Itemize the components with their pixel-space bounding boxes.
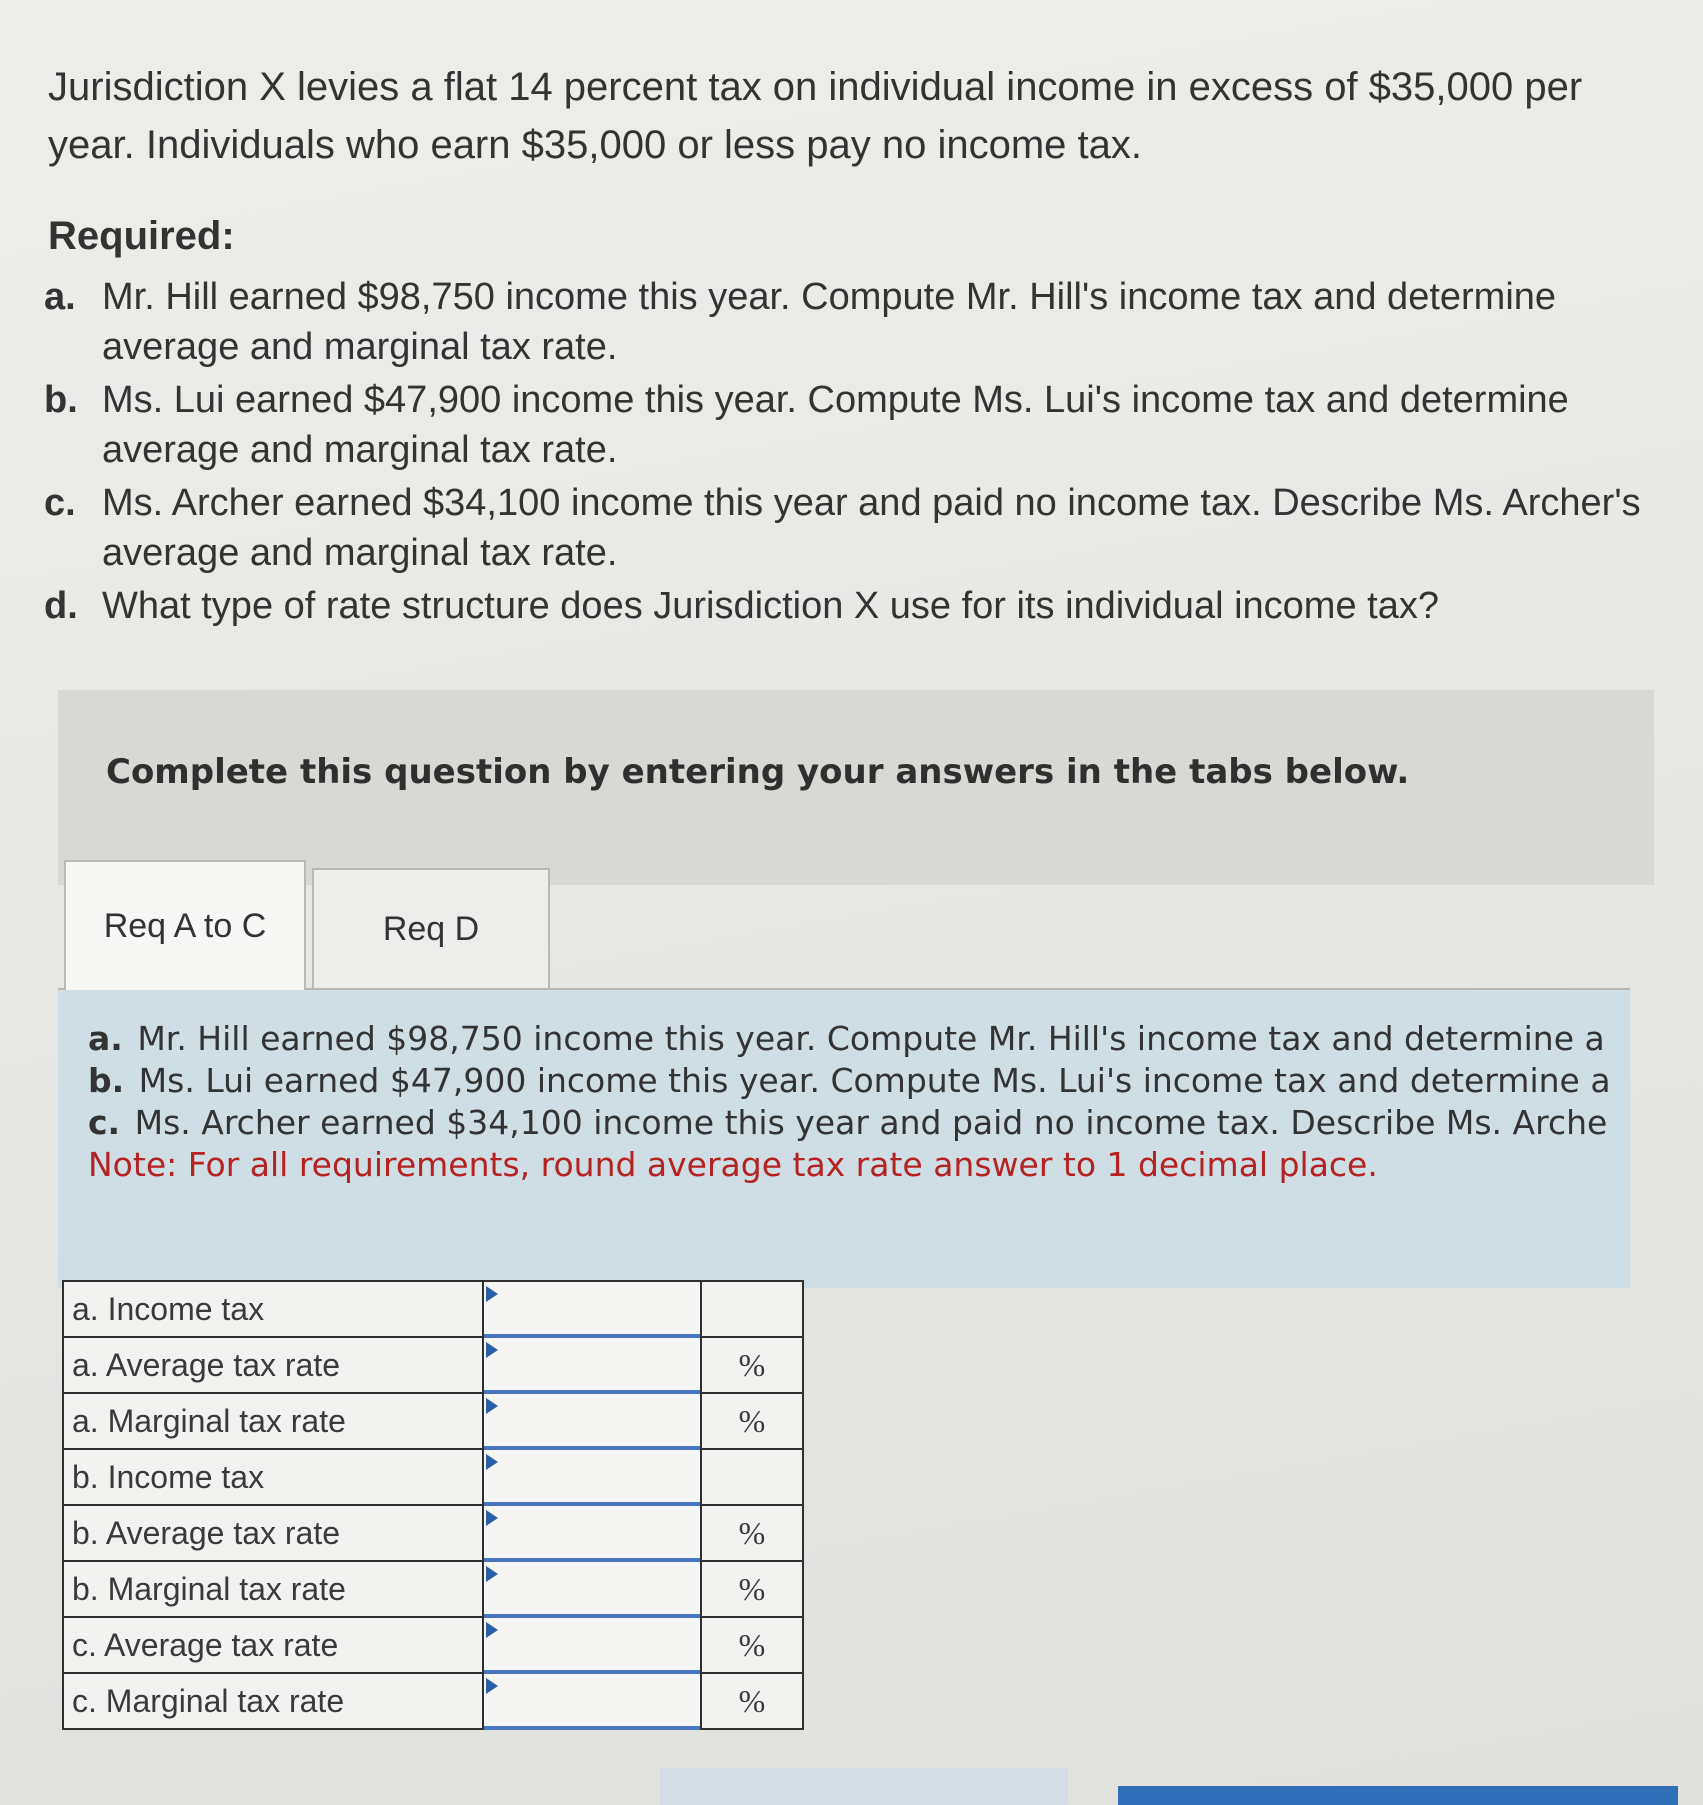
- unit-label: %: [701, 1505, 803, 1561]
- table-row: [63, 1449, 803, 1505]
- answer-rows: [63, 1281, 803, 1729]
- unit-label: [701, 1449, 803, 1505]
- requirement-text: Ms. Archer earned $34,100 income this year and paid no income tax. Describe Ms. Archer's average and marginal tax rate.: [102, 482, 1641, 574]
- input-marker-icon: [486, 1510, 498, 1526]
- answer-cell: [483, 1561, 701, 1617]
- banner-text: Complete this question by entering your answers in the tabs below.: [106, 752, 1410, 792]
- input-marker-icon: [486, 1678, 498, 1694]
- table-row: [63, 1505, 803, 1561]
- row-label: c. Average tax rate: [63, 1617, 483, 1673]
- answer-cell: [483, 1673, 701, 1729]
- answer-input[interactable]: [484, 1675, 700, 1727]
- footer-button-prev[interactable]: [660, 1768, 1068, 1805]
- input-marker-icon: [486, 1342, 498, 1358]
- answer-input[interactable]: [484, 1619, 700, 1671]
- question-line-b: [88, 1060, 1611, 1102]
- answer-table: [62, 1280, 804, 1730]
- question-text: Mr. Hill earned $98,750 income this year. Compute Mr. Hill's income tax and determine a: [137, 1019, 1605, 1058]
- requirement-a: [44, 272, 1644, 372]
- answer-cell: [483, 1505, 701, 1561]
- unit-label: %: [701, 1673, 803, 1729]
- row-label: b. Income tax: [63, 1449, 483, 1505]
- input-marker-icon: [486, 1566, 498, 1582]
- answer-input[interactable]: [484, 1395, 700, 1447]
- row-label: a. Marginal tax rate: [63, 1393, 483, 1449]
- required-heading: Required:: [48, 214, 235, 258]
- requirement-letter: b.: [44, 379, 78, 421]
- input-marker-icon: [486, 1454, 498, 1470]
- tab-req-a-to-c[interactable]: Req A to C: [64, 860, 306, 990]
- requirement-text: Mr. Hill earned $98,750 income this year. Compute Mr. Hill's income tax and determine average and marginal tax rate.: [102, 276, 1557, 368]
- answer-input[interactable]: [484, 1451, 700, 1503]
- question-line-c: [88, 1102, 1611, 1144]
- question-letter: a.: [88, 1019, 123, 1058]
- table-row: [63, 1561, 803, 1617]
- input-marker-icon: [486, 1398, 498, 1414]
- question-letter: c.: [88, 1103, 121, 1142]
- requirement-letter: d.: [44, 585, 78, 627]
- requirement-text: What type of rate structure does Jurisdiction X use for its individual income tax?: [102, 585, 1439, 627]
- answer-cell: [483, 1281, 701, 1337]
- requirement-c: [44, 478, 1644, 578]
- question-panel: [58, 988, 1630, 1288]
- question-lines: [88, 1018, 1611, 1186]
- row-label: c. Marginal tax rate: [63, 1673, 483, 1729]
- input-marker-icon: [486, 1622, 498, 1638]
- answer-cell: [483, 1393, 701, 1449]
- answer-cell: [483, 1449, 701, 1505]
- row-label: a. Average tax rate: [63, 1337, 483, 1393]
- footer-button-next[interactable]: [1118, 1786, 1678, 1805]
- row-label: b. Marginal tax rate: [63, 1561, 483, 1617]
- requirement-letter: a.: [44, 276, 76, 318]
- rounding-note: Note: For all requirements, round average tax rate answer to 1 decimal place.: [88, 1145, 1378, 1184]
- unit-label: %: [701, 1617, 803, 1673]
- table-row: [63, 1337, 803, 1393]
- problem-intro: Jurisdiction X levies a flat 14 percent tax on individual income in excess of $35,000 per year. Individuals who earn $35,000 or less pay no income tax.: [48, 65, 1583, 167]
- instruction-banner: [58, 690, 1654, 885]
- requirement-b: [44, 375, 1644, 475]
- table-row: [63, 1673, 803, 1729]
- table-row: [63, 1617, 803, 1673]
- requirement-d: [44, 581, 1644, 631]
- requirement-letter: c.: [44, 482, 76, 524]
- unit-label: %: [701, 1561, 803, 1617]
- unit-label: %: [701, 1393, 803, 1449]
- answer-input[interactable]: [484, 1283, 700, 1335]
- answer-input[interactable]: [484, 1507, 700, 1559]
- row-label: b. Average tax rate: [63, 1505, 483, 1561]
- question-line-a: [88, 1018, 1611, 1060]
- answer-cell: [483, 1337, 701, 1393]
- unit-label: %: [701, 1337, 803, 1393]
- table-row: [63, 1281, 803, 1337]
- question-letter: b.: [88, 1061, 125, 1100]
- unit-label: [701, 1281, 803, 1337]
- answer-cell: [483, 1617, 701, 1673]
- tab-req-d[interactable]: Req D: [312, 868, 550, 990]
- answer-input[interactable]: [484, 1339, 700, 1391]
- input-marker-icon: [486, 1286, 498, 1302]
- table-row: [63, 1393, 803, 1449]
- answer-input[interactable]: [484, 1563, 700, 1615]
- row-label: a. Income tax: [63, 1281, 483, 1337]
- requirement-text: Ms. Lui earned $47,900 income this year. Compute Ms. Lui's income tax and determine average and marginal tax rate.: [102, 379, 1569, 471]
- question-text: Ms. Lui earned $47,900 income this year. Compute Ms. Lui's income tax and determine a: [138, 1061, 1611, 1100]
- question-text: Ms. Archer earned $34,100 income this year and paid no income tax. Describe Ms. Arche: [134, 1103, 1608, 1142]
- requirements-list: [44, 272, 1644, 634]
